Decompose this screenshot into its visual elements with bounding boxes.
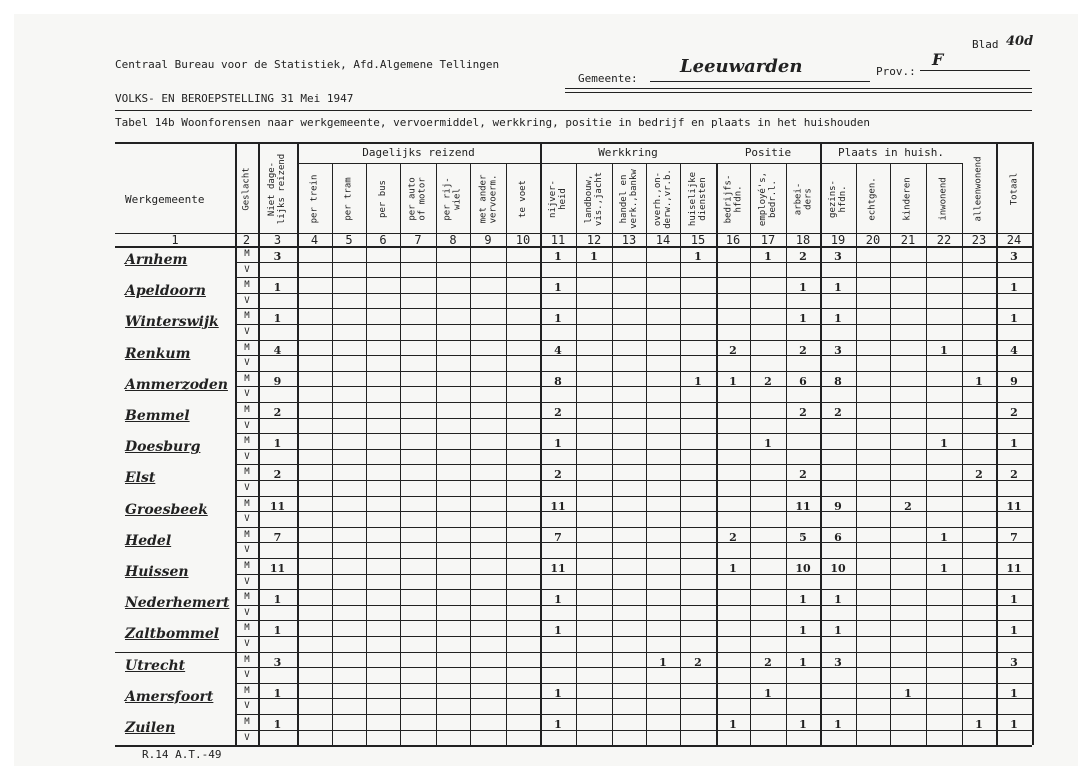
cell-value: 3 <box>273 250 282 263</box>
row-rule <box>235 371 1032 372</box>
column-number: 20 <box>865 233 881 247</box>
group-positie: Positie <box>744 146 792 159</box>
group-rule-positie <box>716 163 820 164</box>
table-title: Tabel 14b Woonforensen naar werkgemeente, vervoermiddel, werkkring, positie in bedrijf en plaats in het huishouden <box>115 116 870 129</box>
cell-value: 1 <box>799 312 807 326</box>
sex-label: V <box>244 639 250 649</box>
column-rule <box>962 163 963 745</box>
column-rule <box>856 163 857 745</box>
cell-value: 1 <box>554 312 562 326</box>
column-number: 3 <box>273 233 282 247</box>
werkgemeente-name: Bemmel <box>125 408 190 424</box>
cell-value: 9 <box>273 374 282 388</box>
cell-value: 1 <box>1010 312 1018 326</box>
cell-value: 1 <box>799 281 807 295</box>
column-header: per auto of motor <box>408 177 429 221</box>
gemeente-underline <box>650 81 870 82</box>
cell-value: 2 <box>694 655 702 669</box>
column-header: per bus <box>378 180 388 218</box>
header-rule-2 <box>565 92 1032 93</box>
sex-label: M <box>244 342 250 353</box>
cell-value: 11 <box>550 499 566 513</box>
column-number: 14 <box>655 233 671 247</box>
cell-value: 1 <box>764 686 772 700</box>
cell-value: 7 <box>1010 530 1018 544</box>
row-mid-rule <box>235 293 1032 294</box>
sex-label: M <box>244 436 250 447</box>
cell-value: 2 <box>1010 406 1018 419</box>
sex-label: V <box>244 514 250 525</box>
cell-value: 4 <box>554 343 562 357</box>
sex-label: M <box>244 529 250 540</box>
werkgemeente-name: Nederhemert <box>125 595 230 612</box>
column-header: nijver- heid <box>548 180 568 218</box>
sex-label: V <box>244 545 250 556</box>
cell-value: 2 <box>764 655 772 669</box>
column-number: 21 <box>900 233 916 247</box>
column-number: 11 <box>550 233 566 247</box>
cell-value: 1 <box>1010 437 1018 451</box>
cell-value: 1 <box>273 437 282 451</box>
header-rule-3 <box>115 110 1032 111</box>
cell-value: 1 <box>694 250 702 263</box>
sex-label: M <box>244 467 250 478</box>
cell-value: 2 <box>904 499 912 513</box>
werkgemeente-name: Zuilen <box>125 720 176 736</box>
blad-label: Blad <box>972 38 999 51</box>
cell-value: 11 <box>1006 499 1022 513</box>
cell-value: 1 <box>729 374 737 388</box>
cell-value: 3 <box>834 250 842 263</box>
column-rule <box>926 163 927 745</box>
cell-value: 1 <box>1010 686 1018 700</box>
group-werkkring: Werkkring <box>598 146 658 159</box>
sex-label: M <box>244 405 250 415</box>
row-mid-rule <box>235 574 1032 575</box>
werkgemeente-name: Groesbeek <box>125 501 208 518</box>
gemeente-value: Leeuwarden <box>680 56 803 77</box>
form-code: R.14 A.T.-49 <box>142 748 222 761</box>
row-mid-rule <box>235 324 1032 325</box>
row-rule <box>235 683 1032 684</box>
column-number: 13 <box>621 233 637 247</box>
column-number: 18 <box>795 233 811 247</box>
cell-value: 7 <box>273 530 282 544</box>
row-rule <box>235 277 1032 278</box>
group-plaats: Plaats in huish. <box>838 146 944 159</box>
cell-value: 1 <box>694 374 702 388</box>
row-rule <box>235 308 1032 309</box>
column-rule <box>400 163 401 745</box>
cell-value: 11 <box>1006 562 1022 575</box>
column-number: 10 <box>515 233 531 247</box>
cell-value: 1 <box>799 655 807 669</box>
group-rule-dagelijks <box>297 163 540 164</box>
row-rule <box>235 589 1032 590</box>
sex-label: M <box>244 249 250 259</box>
group-dagelijks: Dagelijks reizend <box>362 146 475 159</box>
werkgemeente-name: Amersfoort <box>125 688 214 705</box>
column-number: 17 <box>760 233 776 247</box>
sex-label: V <box>244 358 250 369</box>
sex-label: V <box>244 389 250 400</box>
cell-value: 11 <box>795 499 811 513</box>
column-number: 23 <box>971 233 987 247</box>
cell-value: 1 <box>834 718 842 731</box>
column-header: per rij- wiel <box>443 177 464 221</box>
cell-value: 11 <box>269 562 286 575</box>
cell-value: 1 <box>273 624 282 638</box>
cell-value: 1 <box>799 624 807 638</box>
werkgemeente-name: Utrecht <box>125 657 186 674</box>
cell-value: 2 <box>729 343 737 357</box>
cell-value: 2 <box>799 343 807 357</box>
sex-label: M <box>244 561 250 571</box>
column-rule <box>506 163 507 745</box>
column-header: met ander vervoerm. <box>478 174 498 224</box>
werkgemeente-name: Doesburg <box>125 439 201 456</box>
werkgemeente-name: Winterswijk <box>125 314 219 331</box>
cell-value: 1 <box>799 718 807 731</box>
row-rule <box>235 464 1032 465</box>
group-rule-werkkring <box>540 163 716 164</box>
cell-value: 11 <box>550 562 566 575</box>
sex-label: V <box>244 264 250 275</box>
column-number: 6 <box>379 233 387 247</box>
prov-underline <box>920 70 1030 71</box>
column-header: echtgen. <box>868 177 879 221</box>
column-number: 9 <box>484 233 492 247</box>
cell-value: 1 <box>975 374 983 388</box>
werkgemeente-name: Elst <box>125 470 156 487</box>
table-bottom-rule <box>115 745 1032 747</box>
sex-label: M <box>244 498 250 509</box>
cell-value: 6 <box>834 530 842 544</box>
cell-value: 7 <box>554 530 562 544</box>
cell-value: 10 <box>795 562 811 575</box>
row-rule <box>235 340 1032 341</box>
row-mid-rule <box>235 480 1032 481</box>
sex-label: M <box>244 592 250 603</box>
cell-value: 1 <box>764 437 772 451</box>
cell-value: 1 <box>273 281 282 295</box>
cell-value: 1 <box>1010 718 1018 731</box>
cell-value: 3 <box>834 343 842 357</box>
cell-value: 1 <box>729 718 737 731</box>
row-rule <box>235 433 1032 434</box>
sex-label: V <box>244 451 250 462</box>
column-number: 7 <box>414 233 422 247</box>
cell-value: 8 <box>554 374 562 388</box>
row-rule <box>235 527 1032 528</box>
row-mid-rule <box>235 542 1032 543</box>
sex-label: M <box>244 717 250 727</box>
cell-value: 1 <box>1010 593 1018 607</box>
column-number: 1 <box>171 233 179 247</box>
sex-label: V <box>244 607 250 618</box>
cell-value: 1 <box>554 437 562 451</box>
column-number: 8 <box>449 233 457 247</box>
column-header: kinderen <box>903 177 914 221</box>
row-rule <box>235 652 1032 653</box>
prov-label: Prov.: <box>876 65 916 78</box>
sex-label: V <box>244 327 250 337</box>
row-mid-rule <box>235 730 1032 731</box>
row-mid-rule <box>235 449 1032 450</box>
column-header: Geslacht <box>241 166 252 211</box>
cell-value: 10 <box>830 562 846 575</box>
cell-value: 1 <box>659 655 667 669</box>
column-header: handel en verk.,bankw <box>619 169 640 229</box>
cell-value: 2 <box>834 406 842 419</box>
column-header: employé's, bedr.l. <box>758 171 778 227</box>
cell-value: 1 <box>729 562 737 575</box>
cell-value: 5 <box>799 530 807 544</box>
cell-value: 1 <box>1010 281 1018 295</box>
cell-value: 11 <box>269 499 286 513</box>
column-header: Niet dage- lijks reizend <box>267 153 288 224</box>
werkgemeente-name: Renkum <box>125 345 191 362</box>
sex-label: M <box>244 654 250 665</box>
column-number: 19 <box>830 233 846 247</box>
cell-value: 1 <box>554 686 562 700</box>
werkgemeente-name: Zaltbommel <box>125 626 220 643</box>
column-header: per tram <box>344 177 355 221</box>
column-rule <box>436 163 437 745</box>
cell-value: 1 <box>554 593 562 607</box>
column-rule <box>470 163 471 745</box>
column-rule <box>366 163 367 745</box>
cell-value: 1 <box>940 437 948 451</box>
cell-value: 6 <box>799 374 807 388</box>
row-rule <box>235 402 1032 403</box>
cell-value: 2 <box>554 468 562 482</box>
cell-value: 1 <box>273 686 282 700</box>
cell-value: 1 <box>799 593 807 607</box>
column-number: 22 <box>936 233 952 247</box>
cell-value: 1 <box>940 530 948 544</box>
cell-value: 1 <box>834 312 842 326</box>
cell-value: 2 <box>764 374 772 388</box>
cell-value: 1 <box>834 593 842 607</box>
cell-value: 1 <box>554 250 562 263</box>
sex-label: V <box>244 576 250 587</box>
werkgemeente-name: Ammerzoden <box>125 376 228 393</box>
column-header: gezins- hfdn. <box>828 180 848 218</box>
sex-label: M <box>244 311 250 322</box>
sex-label: M <box>244 373 250 384</box>
cell-value: 2 <box>554 406 562 419</box>
cell-value: 4 <box>1010 343 1018 357</box>
cell-value: 2 <box>799 468 807 482</box>
sex-label: V <box>244 420 250 431</box>
gemeente-label: Gemeente: <box>578 72 638 85</box>
column-number: 4 <box>310 233 319 247</box>
census-title: VOLKS- EN BEROEPSTELLING 31 Mei 1947 <box>115 92 354 105</box>
cell-value: 3 <box>1010 655 1018 669</box>
row-mid-rule <box>235 262 1032 263</box>
cell-value: 4 <box>273 343 282 357</box>
column-header: bedrijfs- hfdn. <box>723 174 743 224</box>
cell-value: 3 <box>834 655 842 669</box>
sex-label: V <box>244 295 250 306</box>
column-header: alleenwonend <box>974 155 984 222</box>
cell-value: 3 <box>273 655 282 669</box>
column-header: te voet <box>518 180 528 218</box>
column-header: arbei- ders <box>792 182 813 216</box>
sex-label: V <box>244 701 250 712</box>
cell-value: 1 <box>834 281 842 295</box>
row-mid-rule <box>235 418 1032 419</box>
cell-value: 1 <box>834 624 842 638</box>
cell-value: 1 <box>554 624 562 638</box>
column-number: 5 <box>345 233 353 247</box>
cell-value: 1 <box>1010 624 1018 638</box>
row-mid-rule <box>235 636 1032 637</box>
werkgemeente-name: Huissen <box>125 564 189 580</box>
column-rule <box>890 163 891 745</box>
blad-value: 40d <box>1006 34 1034 49</box>
column-rule <box>1032 142 1034 745</box>
row-mid-rule <box>235 667 1032 668</box>
column-rule <box>332 163 333 745</box>
row-rule <box>235 496 1032 497</box>
column-header: huiselijke diensten <box>688 171 708 227</box>
cell-value: 1 <box>554 281 562 295</box>
cell-value: 2 <box>975 468 983 482</box>
column-number: 15 <box>690 233 706 247</box>
column-number: 24 <box>1006 233 1022 247</box>
column-number: 12 <box>586 233 602 247</box>
cell-value: 1 <box>273 312 282 326</box>
cell-value: 3 <box>1010 250 1018 263</box>
cell-value: 9 <box>1010 374 1018 388</box>
row-rule <box>235 714 1032 715</box>
cell-value: 1 <box>273 593 282 607</box>
sex-label: M <box>244 280 250 291</box>
bureau-title: Centraal Bureau voor de Statistiek, Afd.Algemene Tellingen <box>115 58 500 71</box>
column-header-werkgemeente: Werkgemeente <box>125 193 205 206</box>
sex-label: M <box>244 685 250 696</box>
werkgemeente-name: Arnhem <box>125 252 188 268</box>
cell-value: 1 <box>975 718 983 731</box>
cell-value: 2 <box>273 468 282 482</box>
row-mid-rule <box>235 386 1032 387</box>
sex-label: V <box>244 670 250 681</box>
group-rule-plaats <box>820 163 962 164</box>
cell-value: 2 <box>273 406 282 419</box>
cell-value: 1 <box>940 562 948 575</box>
werkgemeente-name: Hedel <box>125 532 172 549</box>
sex-label: V <box>244 483 250 493</box>
cell-value: 1 <box>904 686 912 700</box>
column-header: inwonend <box>939 177 950 221</box>
sex-label: M <box>244 623 250 634</box>
cell-value: 2 <box>799 250 807 263</box>
column-header: Totaal <box>1008 172 1019 205</box>
cell-value: 1 <box>764 250 772 263</box>
header-rule-1 <box>565 88 1032 89</box>
cell-value: 2 <box>799 406 807 419</box>
sex-label: V <box>244 732 250 743</box>
column-header: per trein <box>309 174 320 224</box>
column-header: overh.,on- derw.,vr.b. <box>653 169 674 229</box>
cell-value: 1 <box>554 718 562 731</box>
cell-value: 1 <box>590 250 598 263</box>
column-rule <box>612 163 613 745</box>
cell-value: 1 <box>273 718 282 731</box>
cell-value: 2 <box>729 530 737 544</box>
row-rule <box>235 620 1032 621</box>
cell-value: 9 <box>834 499 842 513</box>
row-mid-rule <box>235 355 1032 356</box>
cell-value: 2 <box>1010 468 1018 482</box>
row-rule <box>235 558 1032 559</box>
row-mid-rule <box>235 605 1032 606</box>
column-header: landbouw, vis.,jacht <box>584 171 604 227</box>
cell-value: 8 <box>834 374 842 388</box>
column-rule <box>716 163 718 745</box>
cell-value: 1 <box>940 343 948 357</box>
werkgemeente-name: Apeldoorn <box>125 283 206 300</box>
prov-value: F <box>932 50 944 69</box>
column-number: 2 <box>242 233 251 247</box>
column-number: 16 <box>725 233 741 247</box>
